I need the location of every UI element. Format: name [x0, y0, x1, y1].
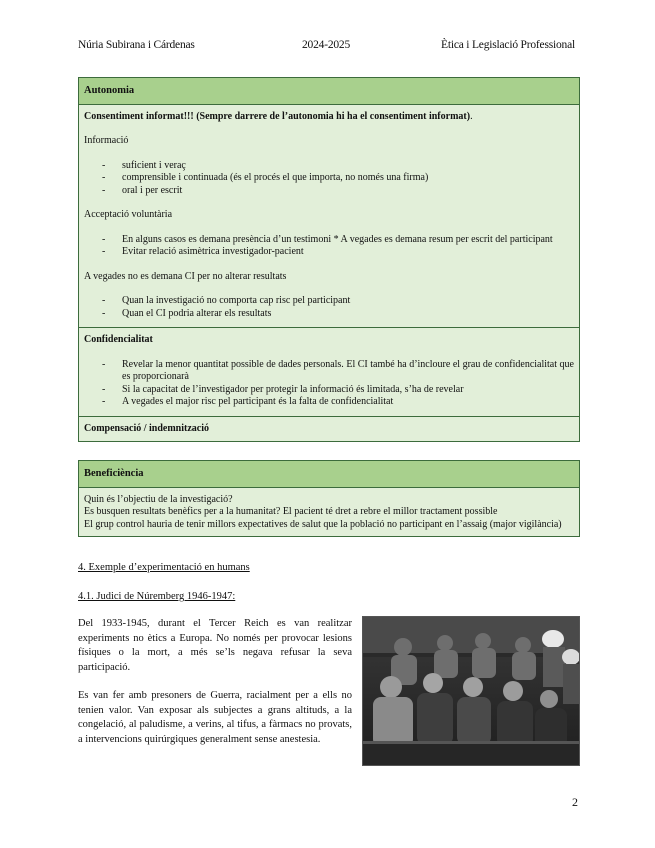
- informacio-list: [84, 160, 574, 198]
- beneficiencia-body: [79, 487, 579, 537]
- list-item: - Quan el CI podria alterar els resultats: [84, 308, 574, 321]
- consent-line: [84, 111, 574, 124]
- nuremberg-trial-photo: [362, 616, 580, 766]
- page-number: 2: [572, 795, 578, 809]
- acceptacio-list: [84, 234, 574, 259]
- paragraph: Del 1933-1945, durant el Tercer Reich es van realitzar experiments no ètics a Europa. No només per provocar lesions físiques o la mort, a més se’ls negava refusar la seva participació.: [78, 618, 352, 673]
- autonomia-table: [78, 77, 580, 442]
- section-4-1-heading: 4.1. Judici de Núremberg 1946-1947:: [78, 591, 236, 602]
- autonomia-body: [79, 104, 579, 328]
- body-text: [78, 617, 352, 761]
- confidencialitat-section: [79, 327, 579, 416]
- ci-list: [84, 295, 574, 320]
- beneficiencia-line: El grup control hauria de tenir millors expectatives de salut que la població no participant en l’assaig (major vigilància): [84, 518, 562, 530]
- list-item: - Revelar la menor quantitat possible de dades personals. El CI també ha d’incloure el grau de confidencialitat que es proporcionarà: [84, 359, 574, 384]
- section-4-heading: 4. Exemple d’experimentació en humans: [78, 562, 250, 573]
- beneficiencia-line: Es busquen resultats benèfics per a la humanitat? El pacient té dret a rebre el millor tractament possible: [84, 506, 498, 517]
- beneficiencia-title: Beneficiència: [79, 461, 579, 487]
- list-item: - Si la capacitat de l’investigador per protegir la informació és limitada, s’ha de revelar: [84, 384, 574, 397]
- confidencialitat-title: Confidencialitat: [84, 334, 153, 345]
- informacio-label: Informació: [84, 135, 129, 146]
- autonomia-title: Autonomia: [79, 78, 579, 104]
- consent-tail: .: [470, 110, 473, 122]
- list-item: - comprensible i continuada (és el procés el que importa, no només una firma): [84, 172, 574, 185]
- consent-bold: Consentiment informat!!! (Sempre darrere de l’autonomia hi ha el consentiment informat): [84, 110, 471, 122]
- list-item: - Evitar relació asimètrica investigador-pacient: [84, 246, 574, 259]
- list-item: - Quan la investigació no comporta cap risc pel participant: [84, 295, 574, 308]
- beneficiencia-line: Quin és l’objectiu de la investigació?: [84, 493, 233, 505]
- ci-label: A vegades no es demana CI per no alterar resultats: [84, 270, 287, 282]
- list-item: - suficient i veraç: [84, 160, 574, 173]
- header-author: Núria Subirana i Cárdenas: [78, 39, 195, 51]
- list-item: - oral i per escrit: [84, 185, 574, 198]
- compensacio-title: Compensació / indemnització: [79, 416, 579, 442]
- list-item: - En alguns casos es demana presència d’un testimoni * A vegades es demana resum per escrit del participant: [84, 234, 574, 247]
- acceptacio-label: Acceptació voluntària: [84, 209, 173, 220]
- confidencialitat-list: [84, 359, 574, 409]
- list-item: - A vegades el major risc pel participant és la falta de confidencialitat: [84, 396, 574, 409]
- beneficiencia-table: [78, 460, 580, 537]
- header-course: Ètica i Legislació Professional: [441, 39, 575, 51]
- paragraph: Es van fer amb presoners de Guerra, racialment per a ells no tenien valor. Van exposar als subjectes a grans altituds, a la congelació, al paludisme, a verins, al tifus, a fàrmacs no provats, a intervencions quirúrgiques generalment sense anestesia.: [78, 690, 352, 745]
- header-year: 2024-2025: [302, 39, 351, 51]
